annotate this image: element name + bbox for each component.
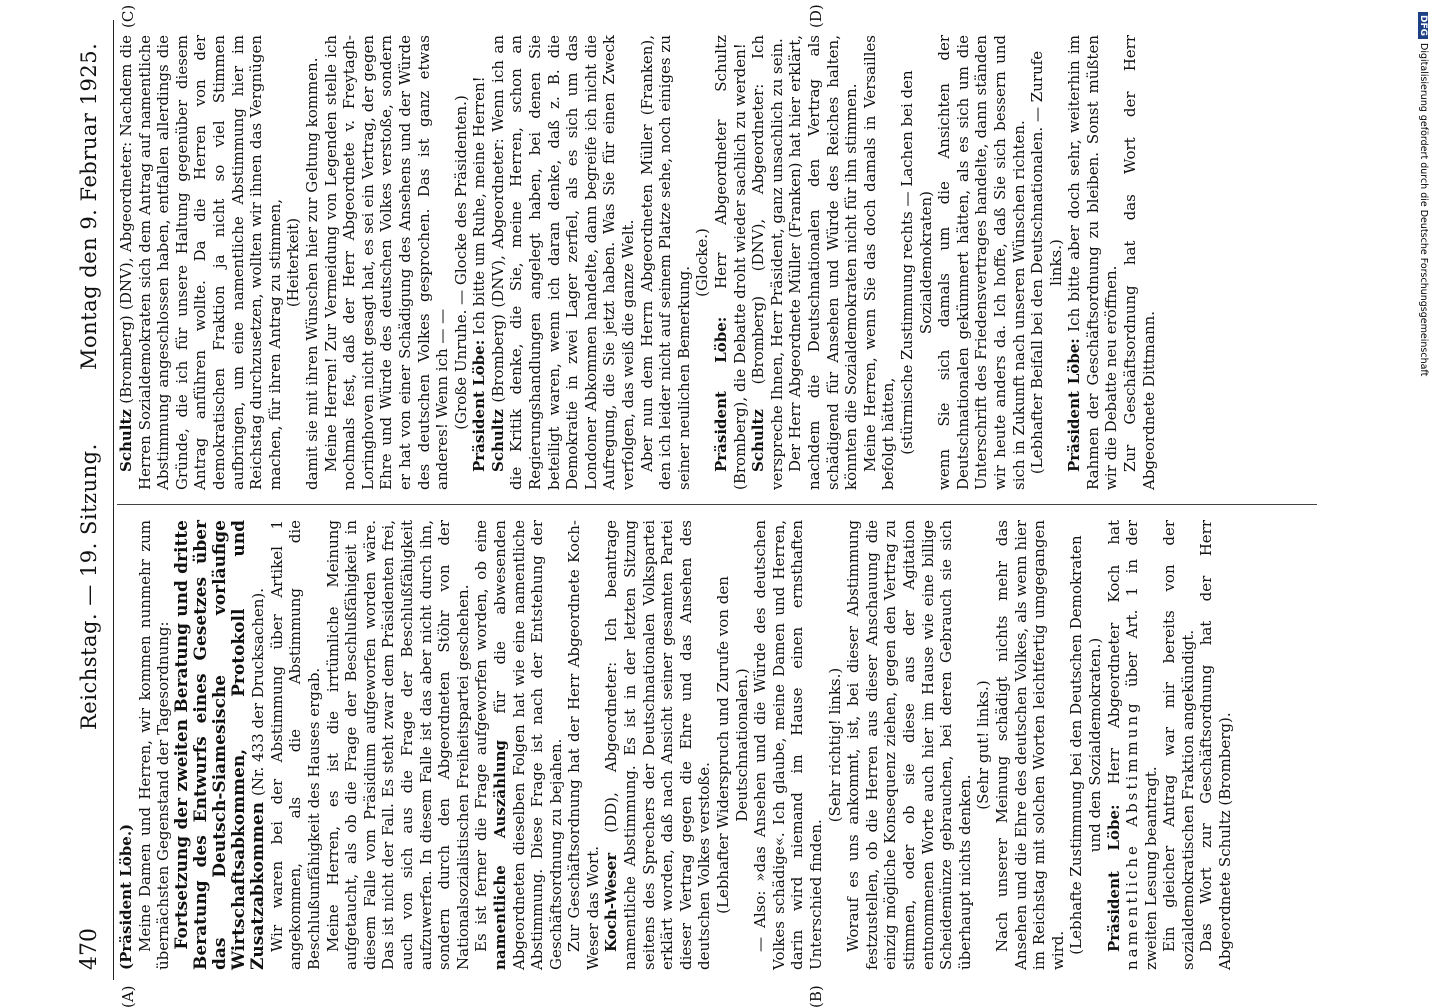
paragraph: Meine Herren, wenn Sie das doch damals in Versailles befolgt hätten,	[860, 35, 898, 490]
interjection: (Lebhafter Beifall bei den Deutschnationalen. — Zurufe links.)	[1028, 50, 1065, 475]
document-page	[67, 4, 1367, 1008]
agenda-heading-suffix: (Nr. 433 der Drucksachen).	[248, 587, 267, 797]
digitization-credit	[1408, 12, 1434, 712]
paragraph: Das Wort zur Geschäftsordnung hat der Herr Abgeordnete Schultz (Bromberg).	[1197, 520, 1235, 970]
paragraph: damit sie mit ihren Wünschen hier zur Geltung kommen.	[302, 57, 321, 490]
paragraph	[489, 35, 638, 490]
header-rule	[113, 20, 114, 980]
margin-marker-c: (C)	[119, 4, 137, 28]
interjection: (Sehr richtig! links.)	[825, 667, 844, 823]
interjection: (Sehr gut! links.)	[974, 680, 993, 810]
text-run: (Bromberg) (DNV), Abgeordneter: Nachdem die Herren Sozialdemokraten sich dem Antrag auf namentliche Abstimmung angeschlossen haben, entfallen allerdings die Gründe, die ich für unsere Haltung gegenüber diesem Antrag anführen wollte. Da die Herren von der demokratischen Fraktion ja nicht so viel Stimmen aufbringen, um eine namentliche Abstimmung hier im Reichstag durchzusetzen, wollten wir ihnen das Vergnügen machen, für ihren Antrag zu stimmen,	[117, 35, 284, 490]
right-column	[117, 35, 1158, 490]
text-run: Herr Abgeordneter Schultz (Bromberg), die Debatte droht wieder sachlich zu werden!	[712, 35, 749, 490]
credit-text: Digitalisierung gefördert durch die Deutsche Forschungsgemeinschaft	[1418, 43, 1429, 377]
paragraph	[749, 35, 786, 490]
agenda-heading-text: Fortsetzung der zweiten Beratung und dritte Beratung des Entwurfs eines Gesetzes über das Deutsch-Siamesische vorläufige Wirtschaftsabkommen, Protokoll und Zusatzabkommen	[171, 520, 268, 970]
text-run: (Bromberg) (DNV), Abgeordneter: Wenn ich an die Kritik denke, die Sie, meine Herren, schon an Regierungshandlungen angelegt haben, bei denen Sie beteiligt waren, wenn ich daran denke, daß z. B. die Demokratie in zwei Lager zerfiel, als es sich um das Londoner Abkommen handelte, dann begreife ich nicht die Aufregung, die Sie jetzt haben. Was Sie für einen Zweck verfolgen, das weiß die ganze Welt.	[488, 35, 638, 490]
text-run: (DD), Abgeordneter: Ich beantrage namentliche Abstimmung. Es ist in der letzten Sitzung seitens des Sprechers der Deutschnationalen Volkspartei erklärt worden, daß nach Ansicht seiner gesamten Partei dieser Vertrag gegen die Ehre und das Ansehen des deutschen Volkes verstoße.	[602, 520, 714, 970]
speaker-name: Koch-Weser	[602, 852, 621, 952]
paragraph: wenn Sie sich damals um die Ansichten der Deutschnationalen gekümmert hätten, als es sich um die Unterschrift des Friedensvertrages handelte, dann ständen wir heute anders da. Ich hoffe, daß Sie sich bessern und sich in Zukunft nach unseren Wünschen richten.	[935, 35, 1028, 490]
right-running-title: Montag den 9. Februar 1925.	[77, 42, 101, 370]
paragraph	[712, 35, 749, 490]
credit-text-wrapper	[1409, 12, 1429, 712]
left-column	[117, 520, 1235, 970]
paragraph: Ein gleicher Antrag war mir bereits von der sozialdemokratischen Fraktion angekündigt.	[1160, 520, 1197, 970]
margin-marker-b: (B)	[807, 985, 825, 1008]
margin-marker-a: (A)	[119, 985, 137, 1008]
spaced-emphasis: namentliche Abstimmung	[1123, 700, 1142, 970]
margin-marker-d: (D)	[807, 4, 825, 28]
left-running-title: Reichstag. — 19. Sitzung.	[77, 443, 101, 730]
text-run: über Art. 1 in der zweiten Lesung beantragt.	[1123, 520, 1160, 970]
paragraph	[472, 520, 565, 970]
paragraph: Aber nun dem Herrn Abgeordneten Müller (Franken), den ich leider nicht auf seinem Platze sehe, noch einiges zu seiner neulichen Bemerkung.	[637, 35, 693, 490]
interjection: (Lebhafter Widerspruch und Zurufe von den Deutschnationalen.)	[714, 576, 751, 914]
paragraph	[117, 35, 284, 490]
interjection: (Große Unruhe. — Glocke des Präsidenten.)	[451, 95, 470, 430]
paragraph: Meine Herren, es ist die irrtümliche Meinung aufgetaucht, als ob die Frage der Beschlußfähigkeit in diesem Falle vom Präsidium aufgeworfen worden wäre. Das ist nicht der Fall. Es steht zwar dem Präsidenten frei, auch von sich aus die Frage der Beschlußfähigkeit aufzuwerfen. In diesem Falle ist das aber nicht durch ihn, sondern durch den Abgeordneten Stöhr von der Nationalsozialistischen Freiheitspartei geschehen.	[323, 520, 472, 970]
text-run: Herr Abgeordneter Koch hat	[1104, 520, 1123, 785]
speaker-name: Schultz	[749, 409, 768, 472]
paragraph	[1065, 35, 1121, 490]
paragraph: Wir waren bei der Abstimmung über Artikel 1 angekommen, als die Abstimmung die Beschlußunfähigkeit des Hauses ergab.	[267, 520, 323, 970]
speaker-name: Präsident Löbe:	[470, 339, 489, 472]
speaker-name: Präsident Löbe:	[712, 316, 730, 472]
text-run: (Bromberg) (DNV), Abgeordneter: Ich verspreche Ihnen, Herr Präsident, ganz unsachlich zu sein.	[749, 35, 786, 490]
interjection: (Heiterkeit)	[284, 217, 303, 308]
column-divider	[117, 504, 1317, 505]
paragraph: Nach unserer Meinung schädigt nichts mehr das Ansehen und die Ehre des deutschen Volkes, als wenn hier im Reichstag mit solchen Worten leichtfertig umgegangen wird.	[992, 520, 1067, 970]
paragraph: — Also: »das Ansehen und die Würde des deutschen Volkes schädige«. Ich glaube, meine Damen und Herren, darin wird niemand im Hause einen ernsthaften Unterschied finden.	[751, 520, 825, 970]
paragraph	[602, 520, 714, 970]
paragraph	[470, 35, 489, 490]
speaker-name: Schultz	[117, 409, 135, 472]
paragraph: Meine Herren! Zur Vermeidung von Legenden stelle ich nochmals fest, daß der Herr Abgeordnete v. Freytagh-Loringhoven nicht gesagt hat, es sei ein Vertrag, der gegen Ehre und Würde des deutschen Volkes verstoße, sondern er hat von einer Schädigung des Ansehens und der Würde des deutschen Volkes gesprochen. Das ist ganz etwas anderes! Wenn ich — —	[321, 35, 452, 490]
running-head	[71, 20, 111, 980]
speaker-name: Präsident Löbe:	[1104, 804, 1123, 952]
emphasis: namentliche Auszählung	[490, 740, 509, 970]
speaker-name: Präsident Löbe:	[1065, 338, 1084, 472]
interjection: (Lebhafte Zustimmung bei den Deutschen Demokraten und den Sozialdemokraten.)	[1067, 535, 1104, 955]
text-run: für die abwesenden Abgeordneten dieselben Folgen hat wie eine namentliche Abstimmung. Diese Frage ist nach der Entstehung der Geschäftsordnung zu bejahen.	[490, 520, 565, 970]
paragraph	[1105, 520, 1161, 970]
interjection: (Glocke.)	[693, 228, 712, 297]
paragraph: Zur Geschäftsordnung hat das Wort der Herr Abgeordnete Dittmann.	[1121, 35, 1158, 490]
paragraph: Worauf es uns ankommt, ist, bei dieser Abstimmung festzustellen, ob die Herren aus dieser Anschauung die einzig mögliche Konsequenz ziehen, gegen den Vertrag zu stimmen, oder ob sie diese aus der Agitation entnommenen Worte auch hier im Hause wie eine billige Scheidemünze gebrauchen, bei deren Gebrauch sie sich überhaupt nichts denken.	[844, 520, 974, 970]
text-run: Ich bitte um Ruhe, meine Herren!	[470, 76, 489, 335]
text-run: Ich bitte aber doch sehr, weiterhin im Rahmen der Geschäftsordnung zu bleiben. Sonst müßten wir die Debatte neu eröffnen.	[1065, 34, 1121, 490]
page-number: 470	[77, 928, 102, 970]
paragraph: Zur Geschäftsordnung hat der Herr Abgeordnete Koch-Weser das Wort.	[565, 520, 602, 970]
paragraph: Der Herr Abgeordnete Müller (Franken) hat hier erklärt, nachdem die Deutschnationalen den Vertrag als schädigend für Ansehen und Würde des Reiches halten, könnten die Sozialdemokraten nicht für ihn stimmen.	[786, 35, 861, 490]
text-run: Es ist ferner die Frage aufgeworfen worden, ob eine	[472, 520, 491, 952]
speaker-label: (Präsident Löbe.)	[117, 823, 135, 970]
agenda-heading	[173, 520, 268, 970]
paragraph: Meine Damen und Herren, wir kommen nunmehr zum übernächsten Gegenstand der Tagesordnung:	[135, 520, 173, 970]
speaker-name: Schultz	[488, 409, 507, 472]
dfg-logo: DFG	[1418, 12, 1428, 39]
interjection: (stürmische Zustimmung rechts — Lachen bei den Sozialdemokraten)	[897, 70, 935, 455]
